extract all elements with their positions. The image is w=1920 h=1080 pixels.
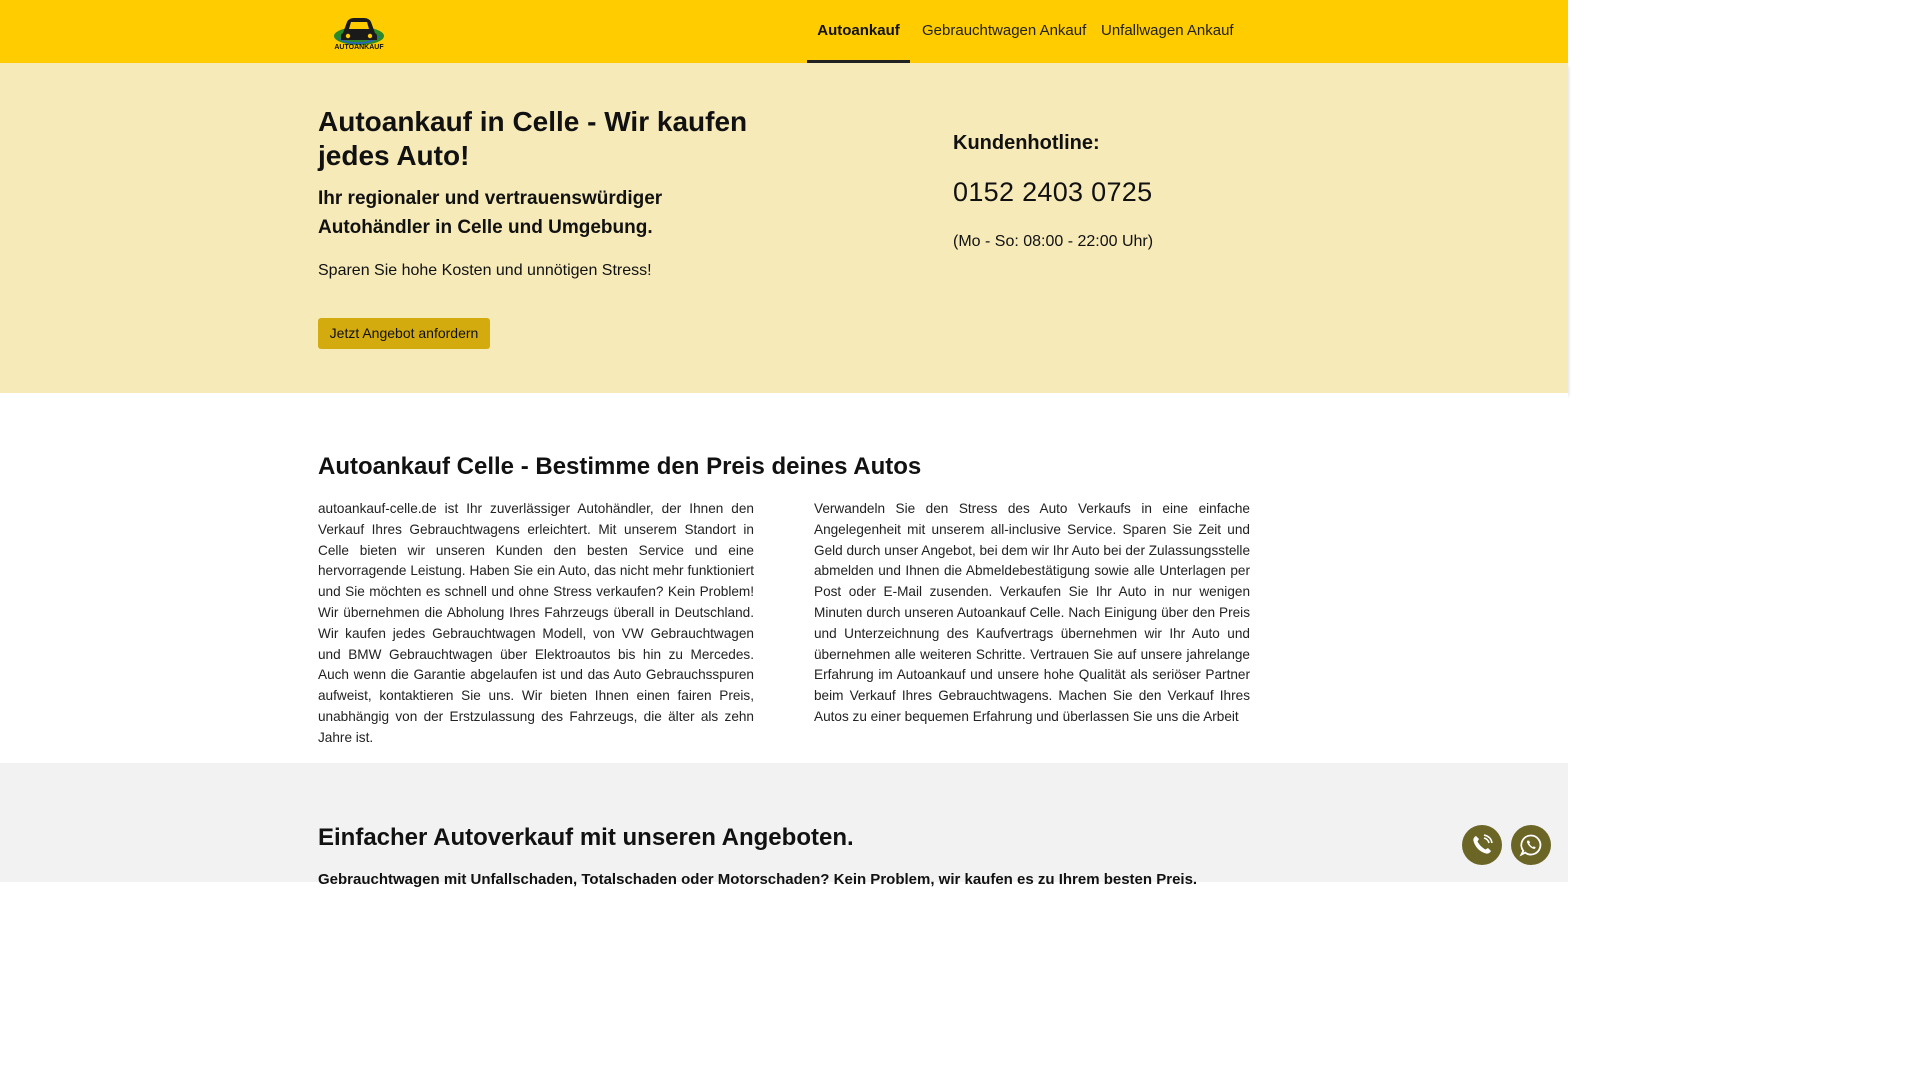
- offers-section: [0, 763, 1568, 888]
- offers-section-subtitle: Gebrauchtwagen mit Unfallschaden, Totalschaden oder Motorschaden? Kein Problem, wir kaufen es zu Ihrem besten Preis.: [318, 871, 1198, 888]
- hotline-number-link[interactable]: 0152 2403 0725: [953, 177, 1153, 207]
- call-button[interactable]: [1462, 825, 1502, 865]
- whatsapp-button[interactable]: [1511, 825, 1551, 865]
- hero-subtitle: Ihr regionaler und vertrauenswürdiger Autohändler in Celle und Umgebung.: [318, 188, 663, 238]
- request-offer-button[interactable]: Jetzt Angebot anfordern: [318, 318, 490, 349]
- hero-title: Autoankauf in Celle - Wir kaufen jedes Auto!: [318, 106, 748, 171]
- nav-gebrauchtwagen-ankauf[interactable]: Gebrauchtwagen Ankauf: [922, 22, 1087, 39]
- site-logo[interactable]: [331, 9, 387, 55]
- offers-section-title: Einfacher Autoverkauf mit unseren Angeboten.: [318, 824, 854, 851]
- nav-autoankauf[interactable]: Autoankauf: [807, 0, 910, 63]
- price-section: [0, 393, 1568, 763]
- hero-section: [0, 63, 1568, 393]
- hotline-label: Kundenhotline:: [953, 132, 1100, 154]
- price-text-left: autoankauf-celle.de ist Ihr zuverlässiger Autohändler, der Ihnen den Verkauf Ihres Gebrauchtwagens erleichtert. Mit unserem Standort in Celle bieten wir unseren Kunden den besten Service und eine hervorragende Leistung. Haben Sie ein Auto, das nicht mehr funktioniert und Sie möchten es schnell und ohne Stress verkaufen? Kein Problem! Wir übernehmen die Abholung Ihres Fahrzeugs überall in Deutschland. Wir kaufen jedes Gebrauchtwagen Modell, von VW Gebrauchtwagen und BMW Gebrauchtwagen über Elektroautos bis hin zu Mercedes. Auch wenn die Garantie abgelaufen ist und das Auto Gebrauchsspuren aufweist, kontaktieren Sie uns. Wir bieten Ihnen einen fairen Preis, unabhängig von der Erstzulassung des Fahrzeugs, die älter als zehn Jahre ist.: [318, 501, 754, 745]
- phone-call-icon: [1470, 833, 1494, 857]
- hotline-hours: (Mo - So: 08:00 - 22:00 Uhr): [953, 233, 1154, 250]
- hero-text: Sparen Sie hohe Kosten und unnötigen Stress!: [318, 262, 652, 279]
- site-header: [0, 0, 1568, 63]
- price-section-title: Autoankauf Celle - Bestimme den Preis deines Autos: [318, 453, 922, 480]
- nav-unfallwagen-ankauf[interactable]: Unfallwagen Ankauf: [1101, 22, 1234, 39]
- whatsapp-icon: [1519, 833, 1543, 857]
- logo-text: AUTOANKAUF: [334, 44, 384, 51]
- price-text-right: Verwandeln Sie den Stress des Auto Verkaufs in eine einfache Angelegenheit mit unserem all-inclusive Service. Sparen Sie Zeit und Geld durch unser Angebot, bei dem wir Ihr Auto bei der Zulassungsstelle abmelden und Ihnen die Abmeldebestätigung sowie alle Unterlagen per Post oder E-Mail zusenden. Verkaufen Sie Ihr Auto in nur wenigen Minuten durch unseren Autoankauf Celle. Nach Einigung über den Preis und Unterzeichnung des Kaufvertrags übernehmen wir Ihr Auto und übernehmen alle weiteren Schritte. Vertrauen Sie auf unsere jahrelange Erfahrung im Autoankauf und unsere hohe Qualität als seriöser Partner beim Verkauf Ihres Gebrauchtwagens. Machen Sie den Verkauf Ihres Autos zu einer bequemen Erfahrung und überlassen Sie uns die Arbeit: [814, 501, 1251, 724]
